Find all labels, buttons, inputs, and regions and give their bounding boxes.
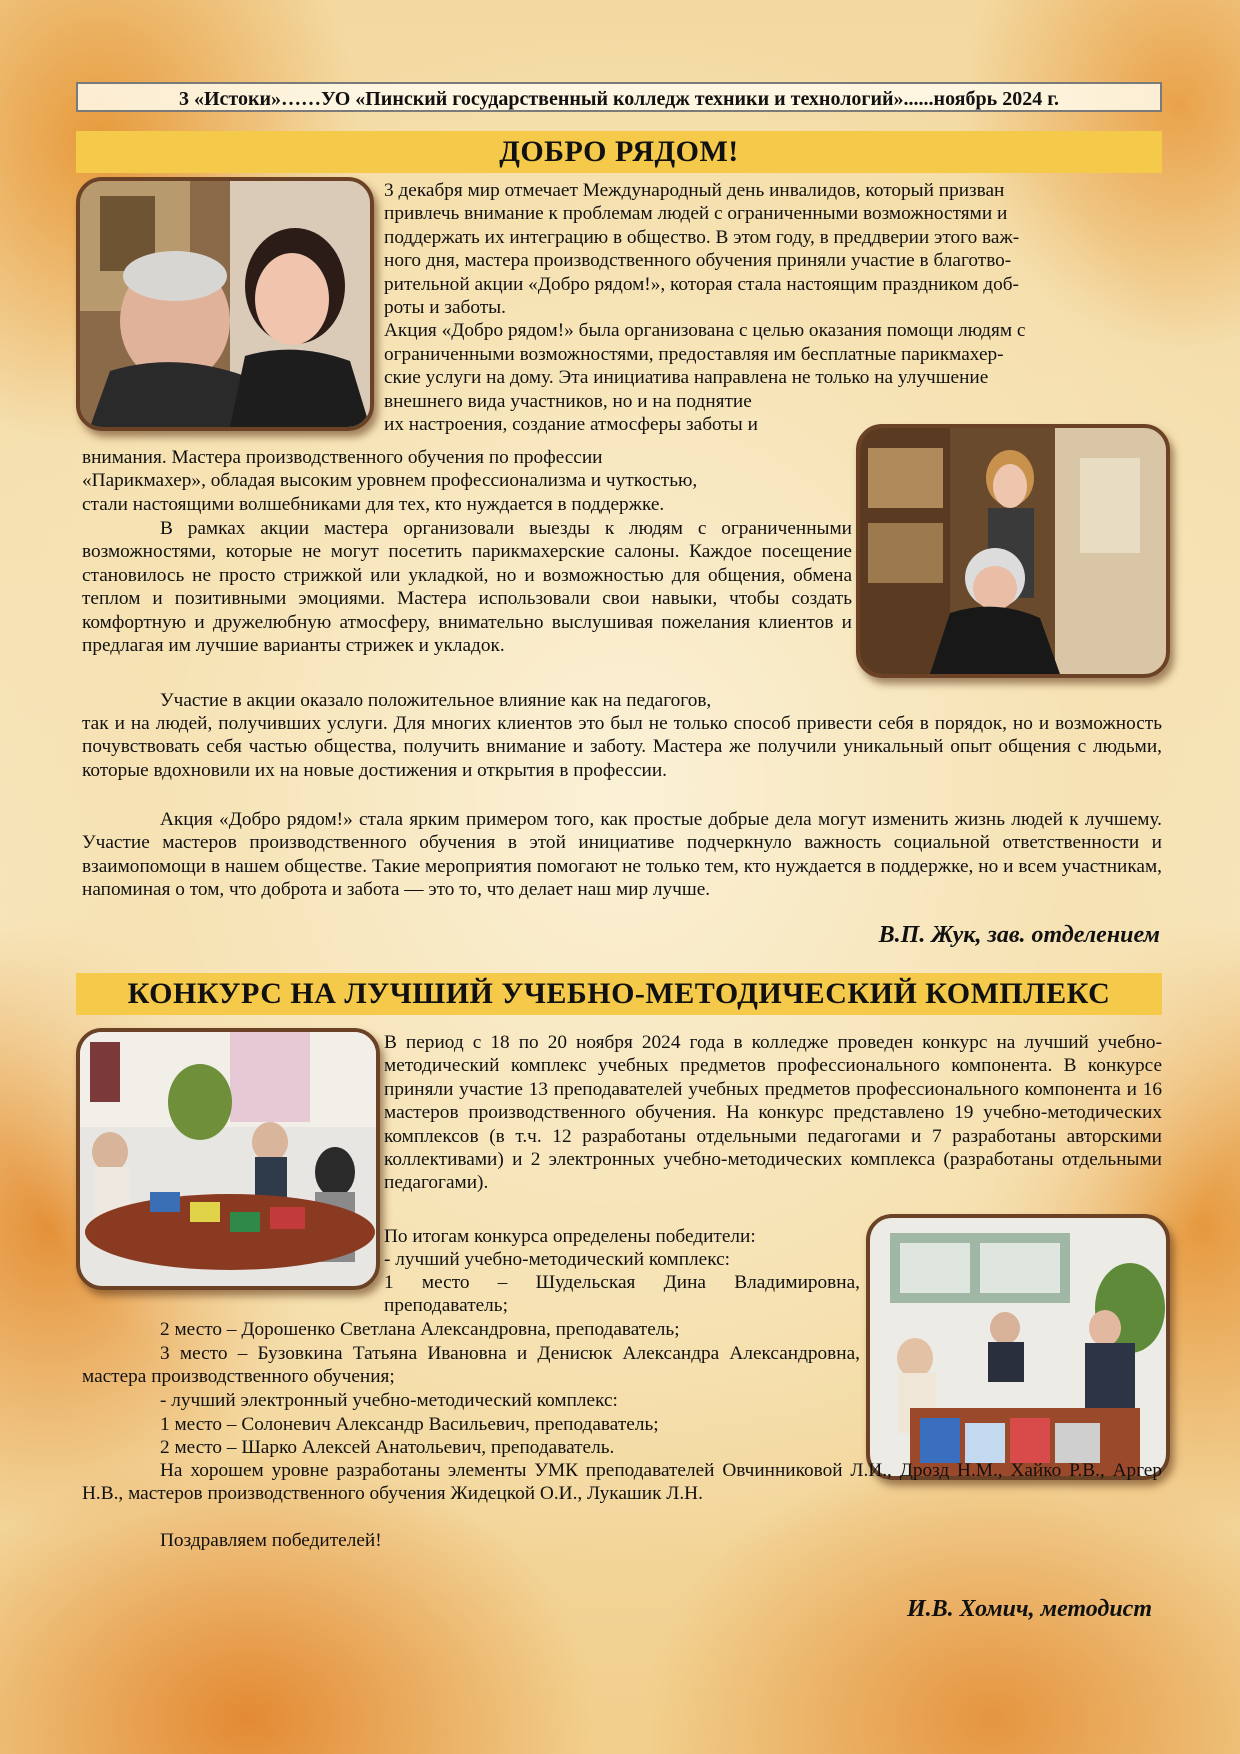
article1-line: стали настоящими волшебниками для тех, кто нуждается в поддержке. xyxy=(82,493,665,515)
article1-paragraph-4: Акция «Добро рядом!» стала ярким примером того, как простые добрые дела могут изменить жизнь людей к лучшему. Участие мастеров производственного обучения в этой инициативе подчеркнуло важность социальной ответственности и взаимопомощи в нашем обществе. Такие мероприятия помогают не только тем, кто нуждается в поддержке, но и всем участникам, напоминая о том, что доброта и забота — это то, что делает наш мир лучше. xyxy=(82,809,1162,901)
article2-category-2: - лучший электронный учебно-методический комплекс: xyxy=(160,1390,618,1411)
article2-place-3: 3 место – Бузовкина Татьяна Ивановна и Денисюк Александра Александровна, мастера производственного обучения; xyxy=(82,1343,860,1388)
article1-line: роты и заботы. xyxy=(384,297,506,319)
article2-place-1: 1 место – Шудельская Дина Владимировна, преподаватель; xyxy=(384,1272,860,1317)
article2-e-place-1: 1 место – Солоневич Александр Васильевич, преподаватель; xyxy=(160,1414,659,1435)
article2-paragraph-1: В период с 18 по 20 ноября 2024 года в колледже проведен конкурс на лучший учебно-методический комплекс учебных предметов профессионального компонента. В конкурсе приняли участие 13 преподавателей учебных предметов профессионального компонента и 16 мастеров производственного обучения. На конкурс представлено 19 учебно-методических комплексов (в т.ч. 12 разработаны отдельными педагогами и 7 разработаны авторскими коллективами) и 2 электронных учебно-методических комплекса (разработаны отдельными педагогами). xyxy=(384,1032,1162,1194)
article1-line: «Парикмахер», обладая высоким уровнем профессионализма и чуткостью, xyxy=(82,470,698,492)
article1-intro-lines xyxy=(384,179,1162,436)
article1-line: ские услуги на дому. Эта инициатива направлена не только на улучшение xyxy=(384,367,989,389)
article1-line: 3 декабря мир отмечает Международный день инвалидов, который призван xyxy=(384,180,1005,201)
article2-congrats: Поздравляем победителей! xyxy=(160,1530,382,1551)
article1-line: привлечь внимание к проблемам людей с ограниченными возможностями и xyxy=(384,203,1008,225)
article1-paragraph-3-first-line: Участие в акции оказало положительное влияние как на педагогов, xyxy=(160,690,712,711)
article2-title: КОНКУРС НА ЛУЧШИЙ УЧЕБНО-МЕТОДИЧЕСКИЙ КОМПЛЕКС xyxy=(76,973,1162,1015)
article2-signature: И.В. Хомич, методист xyxy=(906,1596,1152,1622)
photo-master-with-elderly-man xyxy=(76,177,374,431)
article1-line: их настроения, создание атмосферы заботы и xyxy=(384,414,758,436)
article1-line: внимания. Мастера производственного обучения по профессии xyxy=(82,447,603,468)
photo-commission-at-table xyxy=(76,1028,380,1290)
article1-line: поддержать их интеграцию в общество. В этом году, в преддверии этого важ- xyxy=(384,226,1020,248)
photo-haircut-elderly-woman xyxy=(856,424,1170,678)
article1-paragraph-2: В рамках акции мастера организовали выезды к людям с ограниченными возможностями, которые не могут посетить парикмахерские салоны. Каждое посещение становилось не просто стрижкой или укладкой, но и возможностью для общения, обмена теплом и позитивными эмоциями. Мастера использовали свои навыки, чтобы создать комфортную и дружелюбную атмосферу, внимательно выслушивая пожелания клиентов и предлагая им лучшие варианты стрижек и укладок. xyxy=(82,518,852,657)
photo-commission-reviewing-folders xyxy=(866,1214,1170,1480)
article2-place-2: 2 место – Дорошенко Светлана Александровна, преподаватель; xyxy=(160,1319,680,1340)
article1-line: ного дня, мастера производственного обучения приняли участие в благотво- xyxy=(384,250,1012,272)
page-header: 3 «Истоки»……УО «Пинский государственный колледж техники и технологий»......ноябрь 2024 г. xyxy=(76,82,1162,112)
article1-line: ограниченными возможностями, предоставляя им бесплатные парикмахер- xyxy=(384,343,1004,365)
article1-line: внешнего вида участников, но и на поднятие xyxy=(384,390,752,412)
article2-category-1: - лучший учебно-методический комплекс: xyxy=(384,1249,731,1270)
article2-e-place-2: 2 место – Шарко Алексей Анатольевич, преподаватель. xyxy=(160,1437,615,1458)
article1-line: рительной акции «Добро рядом!», которая стала настоящим праздником доб- xyxy=(384,273,1019,295)
article2-winners-intro: По итогам конкурса определены победители: xyxy=(384,1226,756,1247)
article1-mid-lines xyxy=(82,446,842,516)
article1-title: ДОБРО РЯДОМ! xyxy=(76,131,1162,173)
article1-paragraph-3: так и на людей, получивших услуги. Для многих клиентов это был не только способ привести себя в порядок, но и возможность почувствовать себя частью общества, получить внимание и заботу. Мастера же получили уникальный опыт общения с людьми, которые вдохновили их на новые достижения и открытия в профессии. xyxy=(82,713,1162,781)
article2-good-level: На хорошем уровне разработаны элементы УМК преподавателей Овчинниковой Л.И., Дрозд Н.М., Хайко Р.В., Аргер Н.В., мастеров производственного обучения Жидецкой О.И., Лукашик Л.Н. xyxy=(82,1460,1162,1505)
article1-signature: В.П. Жук, зав. отделением xyxy=(878,922,1160,948)
article1-line: Акция «Добро рядом!» была организована с целью оказания помощи людям с xyxy=(384,320,1026,342)
